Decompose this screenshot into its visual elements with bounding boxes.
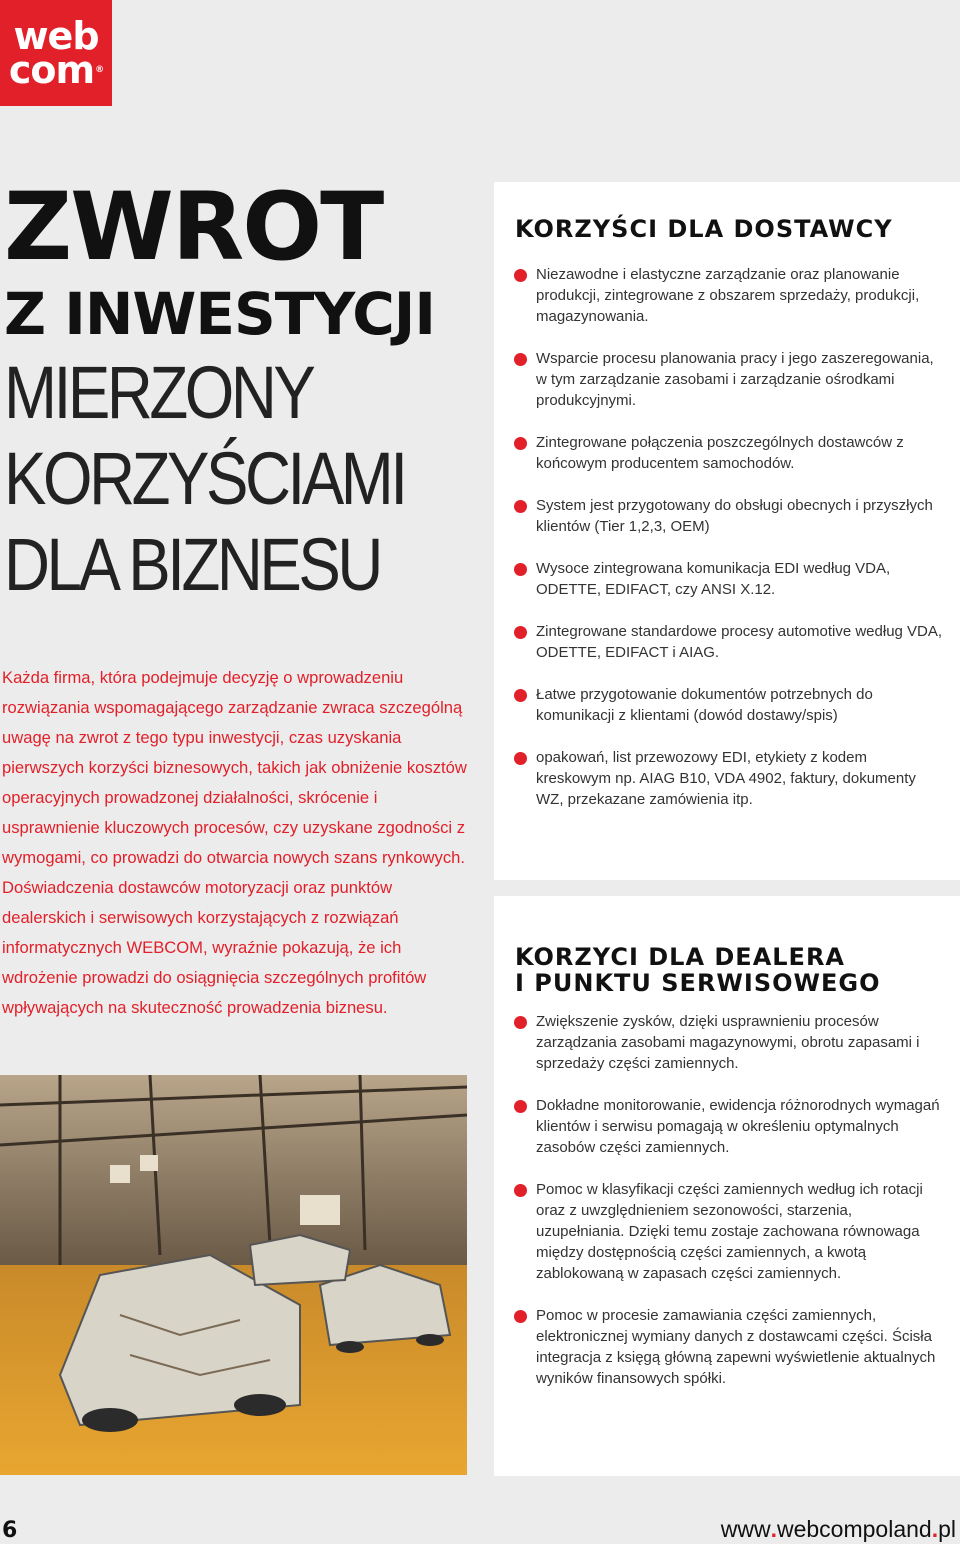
bullet-dot-icon: [514, 752, 527, 765]
bullet-dot-icon: [514, 437, 527, 450]
bullet-dot-icon: [514, 626, 527, 639]
bullet-dot-icon: [514, 1016, 527, 1029]
bullet-dot-icon: [514, 1100, 527, 1113]
bullet-dot-icon: [514, 1184, 527, 1197]
dealer-title-line2: I PUNKTU SERWISOWEGO: [515, 969, 881, 997]
webcom-logo: [0, 0, 112, 106]
website-url[interactable]: www.webcompoland.pl: [720, 1516, 956, 1542]
list-item: Pomoc w klasyfikacji części zamiennych według ich rotacji oraz z uwzględnieniem sezonowości, starzenia, uzupełniania. Dzięki temu zostaje zachowana równowaga między dostępnością części zamiennych, a kwotą zablokowaną w zapasach części zamiennych.: [514, 1179, 944, 1284]
supplier-benefits-list: [514, 264, 944, 831]
headline-line5: DLA BIZNESU: [4, 523, 380, 606]
headline-line1: ZWROT: [4, 173, 383, 282]
dealer-benefits-list: [514, 1011, 944, 1410]
page-number: 6: [2, 1518, 18, 1543]
logo-registered-mark: ®: [95, 65, 104, 75]
bullet-dot-icon: [514, 269, 527, 282]
intro-paragraph: Każda firma, która podejmuje decyzję o wprowadzeniu rozwiązania wspomagającego zarządzanie zwraca szczególną uwagę na zwrot z tego typu inwestycji, czas uzyskania pierwszych korzyści biznesowych, takich jak obniżenie kosztów operacyjnych prowadzonej działalności, skrócenie i usprawnienie kluczowych procesów, czy uzyskane zgodności z wymogami, co prowadzi do otwarcia nowych szans rynkowych. Doświadczenia dostawców motoryzacji oraz punktów dealerskich i serwisowych korzystających z rozwiązań informatycznych WEBCOM, wyraźnie pokazują, że ich wdrożenie prowadzi do osiągnięcia szczególnych profitów wpływających na skuteczność prowadzenia biznesu.: [2, 667, 467, 1017]
headline: [4, 173, 474, 608]
dealer-benefits-panel: [494, 896, 960, 1476]
logo-line2: com: [8, 48, 95, 92]
list-item: System jest przygotowany do obsługi obecnych i przyszłych klientów (Tier 1,2,3, OEM): [514, 495, 944, 537]
dealer-benefits-title: [515, 944, 880, 996]
headline-line3: MIERZONY: [4, 351, 313, 434]
logo-line1: web: [13, 14, 99, 58]
supplier-benefits-panel: [494, 182, 960, 880]
bullet-dot-icon: [514, 689, 527, 702]
bullet-dot-icon: [514, 1310, 527, 1323]
headline-line2: Z INWESTYCJI: [4, 280, 435, 348]
list-item: Wsparcie procesu planowania pracy i jego zaszeregowania, w tym zarządzanie zasobami i zarządzanie ośrodkami produkcyjnymi.: [514, 348, 944, 411]
list-item: opakowań, list przewozowy EDI, etykiety z kodem kreskowym np. AIAG B10, VDA 4902, faktury, dokumenty WZ, przekazane zamówienia itp.: [514, 747, 944, 810]
headline-line4: KORZYŚCIAMI: [4, 437, 405, 520]
list-item: Pomoc w procesie zamawiania części zamiennych, elektronicznej wymiany danych z dostawcami części. Ścisła integracja z księgą główną zapewni wyświetlenie aktualnych wyników finansowych spółki.: [514, 1305, 944, 1389]
bullet-dot-icon: [514, 500, 527, 513]
list-item: Zwiększenie zysków, dzięki usprawnieniu procesów zarządzania zasobami magazynowymi, obrotu zapasami i sprzedaży części zamiennych.: [514, 1011, 944, 1074]
bullet-dot-icon: [514, 353, 527, 366]
list-item: Zintegrowane połączenia poszczególnych dostawców z końcowym producentem samochodów.: [514, 432, 944, 474]
dealer-title-line1: KORZYCI DLA DEALERA: [515, 943, 846, 971]
list-item: Niezawodne i elastyczne zarządzanie oraz planowanie produkcji, zintegrowane z obszarem sprzedaży, produkcji, magazynowania.: [514, 264, 944, 327]
list-item: Dokładne monitorowanie, ewidencja różnorodnych wymagań klientów i serwisu pomagają w określeniu optymalnych zasobów części zamiennych.: [514, 1095, 944, 1158]
bullet-dot-icon: [514, 563, 527, 576]
supplier-benefits-title: KORZYŚCI DLA DOSTAWCY: [515, 215, 893, 243]
list-item: Zintegrowane standardowe procesy automotive według VDA, ODETTE, EDIFACT i AIAG.: [514, 621, 944, 663]
car-factory-photo: [0, 1075, 467, 1475]
list-item: Łatwe przygotowanie dokumentów potrzebnych do komunikacji z klientami (dowód dostawy/spis): [514, 684, 944, 726]
list-item: Wysoce zintegrowana komunikacja EDI według VDA, ODETTE, EDIFACT, czy ANSI X.12.: [514, 558, 944, 600]
